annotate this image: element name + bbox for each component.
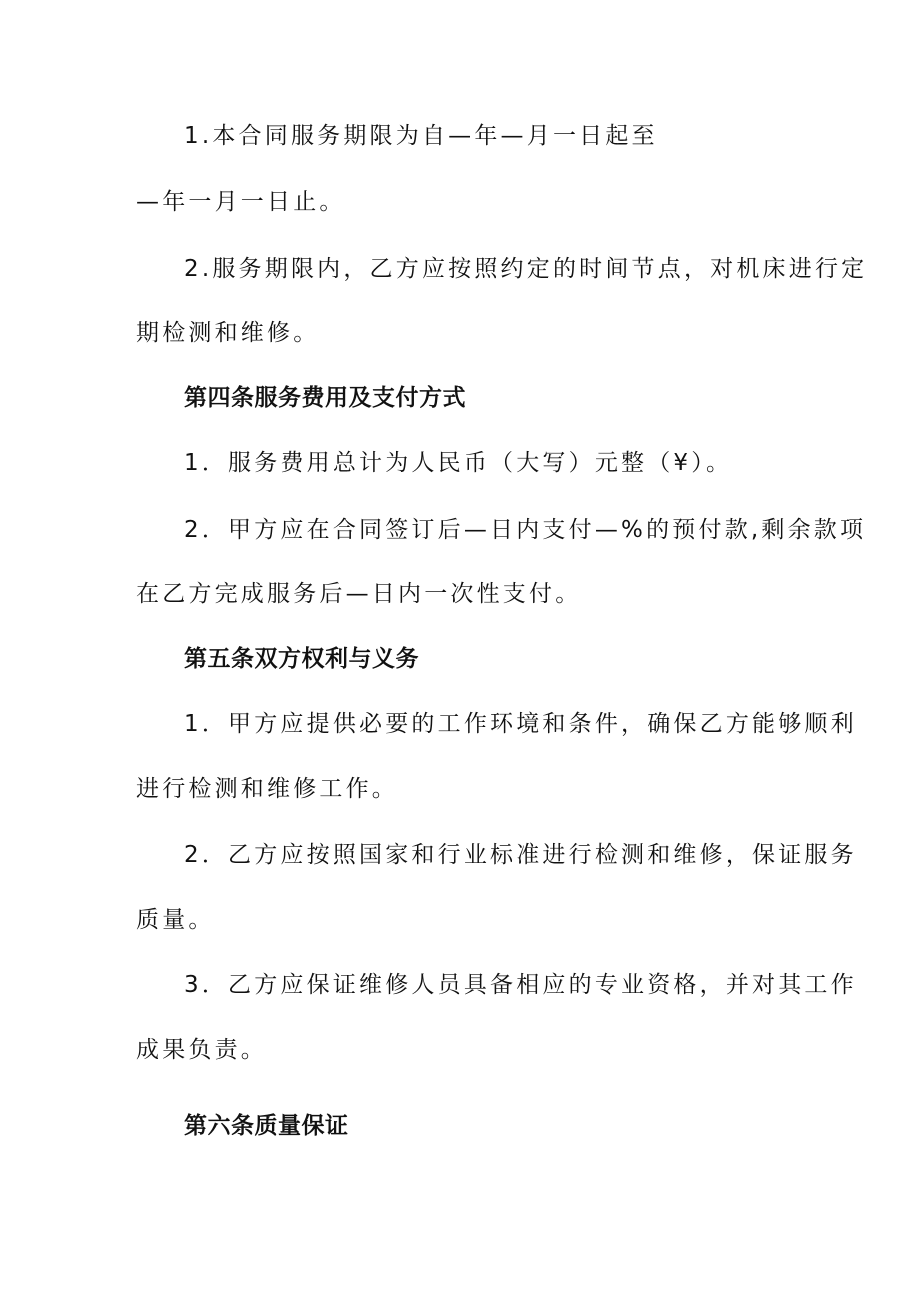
section-heading-article-4: 第四条服务费用及支付方式: [184, 385, 466, 411]
rights-item-3-line-2: 成果负责。: [136, 1037, 267, 1063]
term-item-2-line-2: 期检测和维修。: [136, 320, 320, 346]
rights-item-1-line-1: 1．甲方应提供必要的工作环境和条件，确保乙方能够顺利: [184, 711, 857, 737]
term-item-2-line-1: 2.服务期限内，乙方应按照约定的时间节点，对机床进行定: [184, 256, 868, 282]
rights-item-2-line-1: 2．乙方应按照国家和行业标准进行检测和维修，保证服务: [184, 842, 857, 868]
term-item-1-line-1: 1.本合同服务期限为自—年—月一日起至: [184, 123, 658, 149]
section-heading-article-6: 第六条质量保证: [184, 1113, 349, 1139]
rights-item-1-line-2: 进行检测和维修工作。: [136, 776, 398, 802]
fee-item-2-line-2: 在乙方完成服务后—日内一次性支付。: [136, 581, 582, 607]
term-item-1-line-2: —年一月一日止。: [136, 189, 346, 215]
section-heading-article-5: 第五条双方权利与义务: [184, 646, 419, 672]
rights-item-2-line-2: 质量。: [136, 907, 215, 933]
fee-item-1-line-1: 1．服务费用总计为人民币（大写）元整（¥）。: [184, 450, 733, 476]
rights-item-3-line-1: 3．乙方应保证维修人员具备相应的专业资格，并对其工作: [184, 972, 857, 998]
fee-item-2-line-1: 2．甲方应在合同签订后—日内支付—%的预付款,剩余款项: [184, 517, 867, 543]
